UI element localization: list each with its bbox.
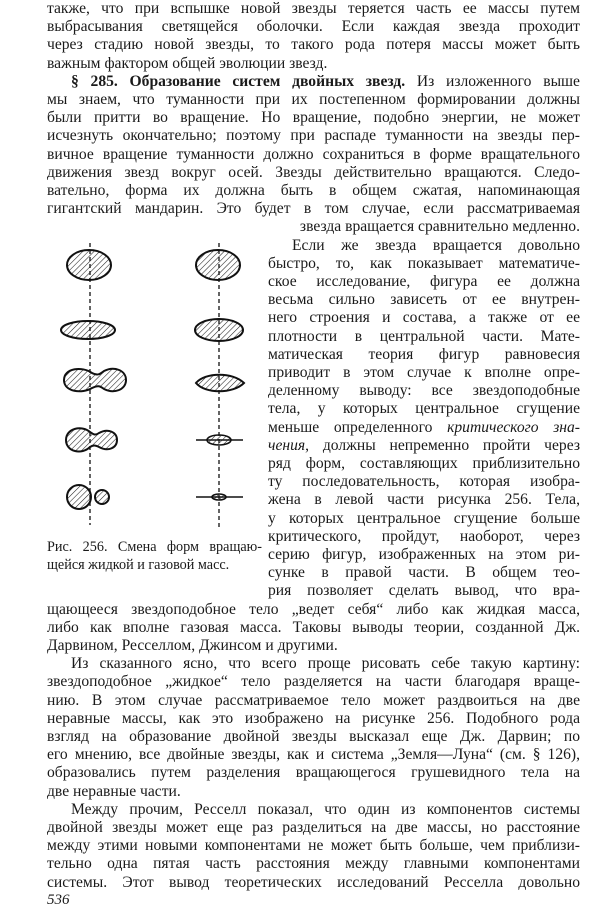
liquid-shape-secondary xyxy=(95,490,109,504)
text-line: звезда вращается сравнительно медленно. xyxy=(299,218,580,236)
text-line: звездоподобное „жидкое“ тело разделяется на части благодаря враще- xyxy=(47,673,580,691)
text-line: вательно, форма их должна быть в общем сжатая, напоминающая xyxy=(47,182,580,199)
text-segment: меньше определенного xyxy=(268,418,448,436)
text-line: ту последовательность, которая изобра- xyxy=(268,473,580,491)
text-line xyxy=(268,437,580,455)
liquid-shape-pear xyxy=(64,369,126,391)
text-line: быстро, то, как показывает математиче- xyxy=(268,254,580,272)
text-line: исчезнуть окончательно; поэтому при распаде туманности на звезды пер- xyxy=(47,127,580,145)
liquid-shape-dumbbell xyxy=(66,428,117,451)
text-line: критического, пройдут, наоборот, через xyxy=(268,527,580,545)
text-line: через стадию новой звезды, то такого рода потеря массы может быть xyxy=(47,36,580,54)
text-line: мы знаем, что туманности при их постепенном формировании должны xyxy=(47,91,580,108)
figure-caption-line: Рис. 256. Смена форм вращаю- xyxy=(47,539,262,555)
gas-shape-flattened xyxy=(195,319,243,341)
text-line: Дарвином, Ресселлом, Джинсом и другими. xyxy=(47,637,338,654)
text-line: его мнению, все двойные звезды, как и система „Земля—Луна“ (см. § 126), xyxy=(47,746,580,764)
text-line: матическая теория фигур равновесия xyxy=(268,345,580,363)
text-line: тела, у которых центральное сгущение xyxy=(268,400,580,418)
section-heading-line xyxy=(71,73,580,91)
section-heading: § 285. Образование систем двойных звезд. xyxy=(71,72,406,90)
text-line: Из сказанного ясно, что всего проще рисовать себе такую картину: xyxy=(71,655,580,673)
text-line: движения звезд вокруг осей. Звезды действительно вращаются. Следо- xyxy=(47,163,580,181)
text-line: у которых центральное сгущение больше xyxy=(268,509,580,527)
text-line: приводит в этом случае к вполне опре- xyxy=(268,364,580,381)
text-segment: , должны непременно пройти через xyxy=(305,436,580,454)
text-line: жена в левой части рисунка 256. Тела, xyxy=(268,491,580,509)
text-line: были притти во вращение. Но вращение, подобно энергии, не может xyxy=(47,109,580,127)
text-line: Между прочим, Ресселл показал, что один из компонентов системы xyxy=(71,800,580,818)
gas-shape-lens-ejecting xyxy=(207,435,231,445)
text-line: двойной звезды может еще раз разделиться на две массы, но расстояние xyxy=(47,819,580,836)
text-line: образовались путем разделения вращающегося грушевидного тела на xyxy=(47,764,580,782)
text-line: неравные массы, как это изображено на рисунке 256. Подобного рода xyxy=(47,709,580,727)
gas-shape-lens xyxy=(196,375,244,392)
text-line: между этими новыми компонентами не может быть больше, чем приблизи- xyxy=(47,837,580,855)
text-line: гигантский мандарин. Это будет в том случае, если рассматриваемая xyxy=(47,200,580,218)
text-line: Если же звезда вращается довольно xyxy=(292,236,580,254)
text-line: вичное вращение туманности должно сохраниться в форме вращательного xyxy=(47,145,580,163)
liquid-shape-spheroid xyxy=(67,250,111,280)
text-line: ское исследование, фигура ее должна xyxy=(268,273,580,290)
text-line: выбрасывания светящейся оболочки. Если каждая звезда проходит xyxy=(47,18,580,36)
text-line: тельно одна пятая часть расстояния между главными компонентами xyxy=(47,855,580,873)
text-line: деленному выводу: все звездоподобные xyxy=(268,382,580,400)
text-line xyxy=(268,419,580,437)
text-line: также, что при вспышке новой звезды теряется часть ее массы путем xyxy=(47,0,580,17)
liquid-shape-primary xyxy=(67,485,91,509)
text-line: системы. Этот вывод теоретических исследований Ресселла довольно xyxy=(47,873,580,891)
page-number: 536 xyxy=(47,892,70,908)
text-line: взгляд на образование двойной звезды высказал еще Дж. Дарвин; по xyxy=(47,728,580,745)
gas-shape-spheroid xyxy=(196,250,240,280)
text-line: плотности в центральной части. Мате- xyxy=(268,327,580,345)
text-line: либо как вполне газовая масса. Таковы выводы теории, созданной Дж. xyxy=(47,618,580,636)
text-line: важным фактором общей эволюции звезд. xyxy=(47,54,328,72)
liquid-shape-flattened xyxy=(61,321,115,339)
emphasized-term: критического зна- xyxy=(447,418,581,436)
text-line: сунке в правой части. В общем тео- xyxy=(268,564,580,582)
text-line: него строения и состава, а также от ее xyxy=(268,309,580,327)
emphasized-term: чения xyxy=(268,436,306,454)
text-segment: Из изложенного выше xyxy=(405,72,580,90)
gas-shape-core-small xyxy=(212,494,226,500)
text-line: весьма сильно зависеть от ее внутрен- xyxy=(268,291,580,309)
text-line: рия позволяет сделать вывод, что вра- xyxy=(268,582,580,600)
text-line: нию. В этом случае рассматриваемое тело может раздвоиться на две xyxy=(47,691,580,709)
text-line: две неравные части. xyxy=(47,782,181,800)
text-line: щающееся звездоподобное тело „ведет себя“ либо как жидкая масса, xyxy=(47,600,580,618)
text-line: серию фигур, изображенных на этом ри- xyxy=(268,546,580,563)
text-line: ряд форм, составляющих приблизительно xyxy=(268,455,580,472)
figure-caption-line: щейся жидкой и газовой масс. xyxy=(47,557,230,573)
